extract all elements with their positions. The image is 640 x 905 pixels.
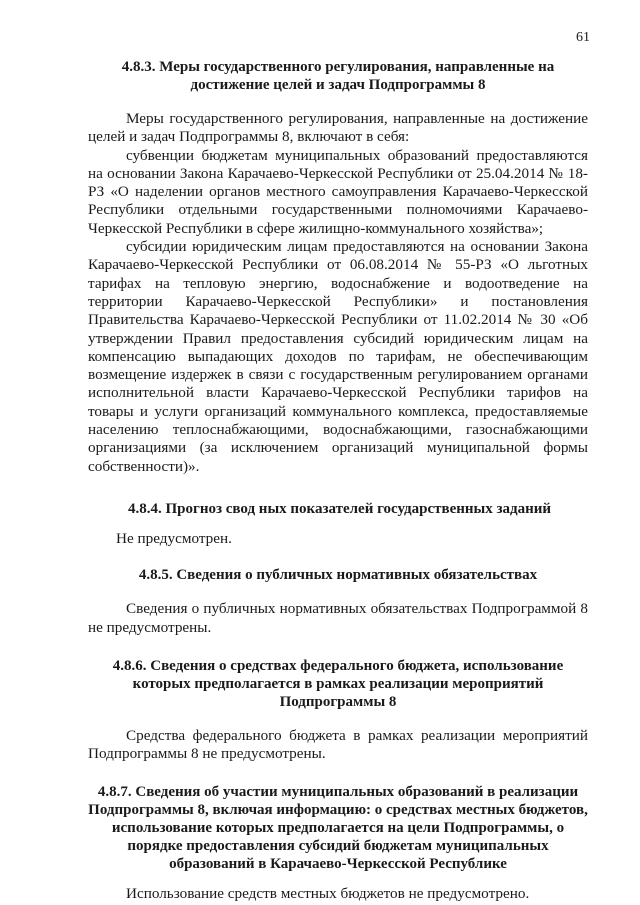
section-4-8-3-intro: Меры государственного регулирования, направленные на достижение целей и задач Подпрограммы 8, включают в себя: bbox=[88, 110, 588, 146]
section-4-8-7-text: Использование средств местных бюджетов не предусмотрено. bbox=[126, 885, 530, 903]
page-number: 61 bbox=[576, 30, 590, 45]
section-heading-4-8-5: 4.8.5. Сведения о публичных нормативных обязательствах bbox=[138, 567, 538, 584]
section-heading-4-8-3: 4.8.3. Меры государственного регулирования, направленные на достижение целей и задач Подпрограммы 8 bbox=[121, 59, 555, 93]
section-4-8-3-subventions: субвенции бюджетам муниципальных образований предоставляются на основании Закона Карачаево-Черкесской Республики от 25.04.2014 № 18-РЗ «О наделении органов местного самоуправления Карачаево-Черкесской Республики отдельными государственными полномочиями Карачаево-Черкесской Республики в сфере жилищно-коммунального хозяйства»; bbox=[88, 146, 588, 237]
section-4-8-3-subsidies: субсидии юридическим лицам предоставляются на основании Закона Карачаево-Черкесской Республики от 06.08.2014 № 55-РЗ «О льготных тарифах на тепловую энергию, водоснабжение и водоотведение на территории Карачаево-Черкесской Республики» и постановления Правительства Карачаево-Черкесской Республики от 11.02.2014 № 30 «Об утверждении Правил предоставления субсидий юридическим лицам на компенсацию выпадающих доходов по тарифам, не обеспечивающим возмещение издержек в связи с государственным регулированием органами исполнительной власти Карачаево-Черкесской Республики тарифов на товары и услуги организаций коммунального комплекса, предоставляемые населению теплоснабжающими, водоснабжающими, газоснабжающими организациями (за исключением организаций муниципальной формы собственности)». bbox=[88, 238, 588, 475]
section-heading-4-8-7: 4.8.7. Сведения об участии муниципальных образований в реализации Подпрограммы 8, включая информацию: о средствах местных бюджетов, использование которых предполагается на цели Подпрограммы, о порядке предоставления субсидий бюджетам муниципальных образований в Карачаево-Черкесской Республике bbox=[88, 784, 588, 873]
section-4-8-4-text: Не предусмотрен. bbox=[116, 529, 232, 547]
page-content bbox=[88, 58, 588, 904]
section-heading-4-8-4: 4.8.4. Прогноз свод ных показателей государственных заданий bbox=[128, 500, 552, 517]
section-4-8-6-text: Средства федерального бюджета в рамках реализации мероприятий Подпрограммы 8 не предусмотрены. bbox=[88, 726, 588, 763]
section-heading-4-8-6: 4.8.6. Сведения о средствах федерального бюджета, использование которых предполагается в рамках реализации мероприятий Подпрограммы 8 bbox=[112, 657, 564, 710]
section-4-8-5-text: Сведения о публичных нормативных обязательствах Подпрограммой 8 не предусмотрены. bbox=[88, 600, 588, 636]
